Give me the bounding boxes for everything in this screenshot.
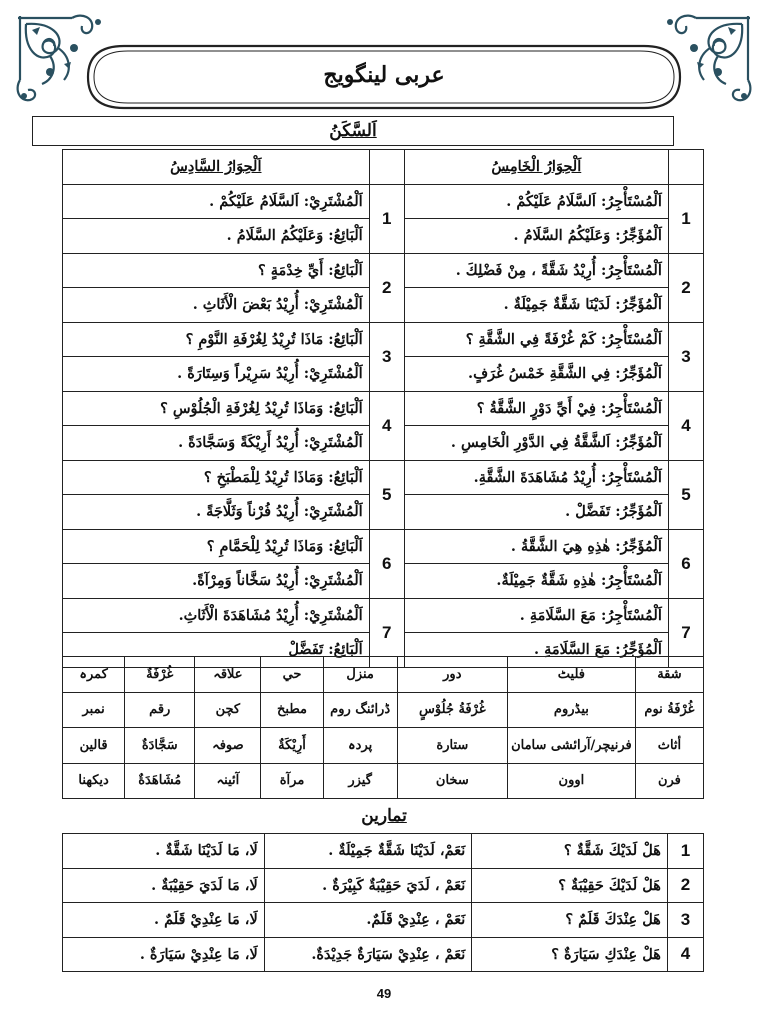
- dialog-row: [63, 460, 704, 495]
- page-number: 49: [376, 986, 392, 1001]
- vocab-cell: علاقہ: [195, 657, 261, 693]
- dialog-line: اَلْمُؤَجِّرُ: وَعَلَيْكُمُ السَّلَامُ .: [404, 219, 668, 254]
- exercise-answer-no: لَا، مَا عِنْدِيْ قَلَمٌ .: [63, 903, 265, 938]
- dialog-line: اَلْمُسْتَأْجِرُ: أُرِيْدُ مُشَاهَدَةَ الشَّقَّةِ.: [404, 460, 668, 495]
- dialog-number: 3: [369, 322, 404, 391]
- vocab-cell: مطبخ: [261, 692, 323, 728]
- exercise-answer-yes: نَعَمْ ، لَدَيَ حَقِيْبَةٌ كَبِيْرَةٌ .: [264, 868, 472, 903]
- vocab-row: [63, 657, 704, 693]
- dialog-row: [63, 253, 704, 288]
- exercise-row: [63, 834, 704, 869]
- title-banner: [84, 42, 684, 112]
- dialog-number: 4: [668, 391, 703, 460]
- dialog-line: اَلْمُؤَجِّرُ: تَفَضَّلْ .: [404, 495, 668, 530]
- dialog-line: اَلْبَائِعُ: وَمَاذَا تُرِيْدُ لِلْمَطْبَخِ ؟: [63, 460, 370, 495]
- dialog-row: [63, 391, 704, 426]
- dialog-line: اَلْمُؤَجِّرُ: لَدَيْنَا شَقَّةٌ جَمِيْلَةٌ .: [404, 288, 668, 323]
- vocab-cell: غُرْفَةُ نوم: [635, 692, 703, 728]
- dialog-line: اَلْبَائِعُ: وَعَلَيْكُمُ السَّلَامُ .: [63, 219, 370, 254]
- dialog-number: 5: [369, 460, 404, 529]
- vocab-cell: غُرْفَةٌ: [125, 657, 195, 693]
- vocab-cell: بیڈروم: [507, 692, 635, 728]
- vocab-cell: آئینہ: [195, 763, 261, 799]
- vocab-cell: منزل: [323, 657, 397, 693]
- dialog-line: اَلْبَائِعُ: تَفَضَّلْ: [63, 633, 370, 668]
- vocab-cell: حي: [261, 657, 323, 693]
- exercise-answer-no: لَا، مَا عِنْدِيْ سَيَارَةٌ .: [63, 937, 265, 972]
- dialog-number: 3: [668, 322, 703, 391]
- vocab-cell: ڈرائنگ روم: [323, 692, 397, 728]
- vocab-cell: فرن: [635, 763, 703, 799]
- exercise-answer-yes: نَعَمْ، لَدَيْنَا شَقَّةٌ جَمِيْلَةٌ .: [264, 834, 472, 869]
- dialog-row: [63, 184, 704, 219]
- vocab-cell: نمبر: [63, 692, 125, 728]
- vocab-cell: غُرْفَةُ جُلُوْسٍ: [397, 692, 507, 728]
- dialog-number: 1: [668, 184, 703, 253]
- vocab-cell: فلیٹ: [507, 657, 635, 693]
- vocab-row: [63, 728, 704, 764]
- vocab-cell: سخان: [397, 763, 507, 799]
- exercise-row: [63, 903, 704, 938]
- exercise-number: 3: [667, 903, 703, 938]
- dialog-number: 6: [369, 529, 404, 598]
- dialog-line: اَلْمُؤَجِّرُ: فِي الشَّقَّةِ خَمْسُ غُرَفٍ.: [404, 357, 668, 392]
- vocab-row: [63, 763, 704, 799]
- vocab-cell: گیزر: [323, 763, 397, 799]
- dialog-row: [63, 598, 704, 633]
- exercise-question: هَلْ لَدَيْكَ شَقَّةٌ ؟: [472, 834, 668, 869]
- dialog-header-num-cell: [369, 150, 404, 185]
- exercise-row: [63, 868, 704, 903]
- exercise-answer-no: لَا، مَا لَدَيَ حَقِيْبَةٌ .: [63, 868, 265, 903]
- dialog-line: اَلْمُشْتَرِيْ: أُرِيْدُ سَخَّاناً وَمِرْآةً.: [63, 564, 370, 599]
- dialog-line: اَلْمُؤَجِّرُ: مَعَ السَّلَامَةِ .: [404, 633, 668, 668]
- vocab-cell: شقة: [635, 657, 703, 693]
- vocab-cell: سَجَّادَةٌ: [125, 728, 195, 764]
- vocab-cell: دیکھنا: [63, 763, 125, 799]
- dialog-header-sixth: اَلْحِوَارُ السَّادِسُ: [63, 150, 370, 185]
- dialog-line: اَلْمُشْتَرِيْ: أُرِيْدُ أَرِيْكَةً وَسَجَّادَةً .: [63, 426, 370, 461]
- dialog-line: اَلْمُسْتَأْجِرُ: أُرِيْدُ شَقَّةً ، مِنْ فَضْلِكَ .: [404, 253, 668, 288]
- vocab-cell: کچن: [195, 692, 261, 728]
- dialog-line: اَلْمُشْتَرِيْ: أُرِيْدُ سَرِيْراً وَسِتَارَةً .: [63, 357, 370, 392]
- exercise-question: هَلْ عِنْدَكَ قَلَمٌ ؟: [472, 903, 668, 938]
- dialog-line: اَلْمُسْتَأْجِرُ: مَعَ السَّلَامَةِ .: [404, 598, 668, 633]
- dialog-line: اَلْبَائِعُ: أَيِّ خِدْمَةٍ ؟: [63, 253, 370, 288]
- exercises-heading: [0, 806, 768, 826]
- vocab-cell: رقم: [125, 692, 195, 728]
- lesson-subtitle-text: اَلسَّكَنُ: [329, 121, 377, 141]
- exercise-answer-yes: نَعَمْ ، عِنْدِيْ قَلَمٌ.: [264, 903, 472, 938]
- dialog-number: 7: [369, 598, 404, 667]
- lesson-subtitle: [32, 116, 674, 146]
- dialog-number: 1: [369, 184, 404, 253]
- vocab-cell: مُشَاهَدَةٌ: [125, 763, 195, 799]
- vocab-cell: پردہ: [323, 728, 397, 764]
- dialog-line: اَلْمُشْتَرِيْ: أُرِيْدُ مُشَاهَدَةَ الْأَثَاثِ.: [63, 598, 370, 633]
- dialog-line: اَلْمُؤَجِّرُ: هٰذِهِ هِيَ الشَّقَّةُ .: [404, 529, 668, 564]
- vocab-cell: مرآة: [261, 763, 323, 799]
- dialog-line: اَلْبَائِعُ: مَاذَا تُرِيْدُ لِغُرْفَةِ النَّوْمِ ؟: [63, 322, 370, 357]
- vocab-cell: أثاث: [635, 728, 703, 764]
- exercise-question: هَلْ عِنْدَكِ سَيَارَةٌ ؟: [472, 937, 668, 972]
- exercise-number: 2: [667, 868, 703, 903]
- dialog-number: 2: [668, 253, 703, 322]
- vocabulary-table: [62, 656, 704, 799]
- exercise-question: هَلْ لَدَيْكَ حَقِيْبَةٌ ؟: [472, 868, 668, 903]
- vocab-cell: ستارة: [397, 728, 507, 764]
- dialog-line: اَلْمُسْتَأْجِرُ: اَلسَّلَامُ عَلَيْكُمْ .: [404, 184, 668, 219]
- dialog-line: اَلْمُسْتَأْجِرُ: كَمْ غُرْفَةً فِي الشَّقَّةِ ؟: [404, 322, 668, 357]
- exercises-heading-text: تمارين: [361, 806, 407, 826]
- vocab-cell: اوون: [507, 763, 635, 799]
- dialog-row: [63, 322, 704, 357]
- exercise-answer-yes: نَعَمْ ، عِنْدِيْ سَيَارَةٌ جَدِيْدَةٌ.: [264, 937, 472, 972]
- dialog-line: اَلْمُشْتَرِيْ: اَلسَّلَامُ عَلَيْكُمْ .: [63, 184, 370, 219]
- exercise-number: 4: [667, 937, 703, 972]
- vocab-cell: کمرہ: [63, 657, 125, 693]
- dialog-table: [62, 149, 704, 668]
- exercise-number: 1: [667, 834, 703, 869]
- vocab-cell: أَرِيْكَةٌ: [261, 728, 323, 764]
- exercises-table: [62, 833, 704, 972]
- dialog-row: [63, 529, 704, 564]
- dialog-number: 5: [668, 460, 703, 529]
- dialog-number: 7: [668, 598, 703, 667]
- dialog-header-num-cell: [668, 150, 703, 185]
- dialog-line: اَلْمُشْتَرِيْ: أُرِيْدُ بَعْضَ الْأَثَاثِ .: [63, 288, 370, 323]
- dialog-line: اَلْبَائِعُ: وَمَاذَا تُرِيْدُ لِغُرْفَةِ الْجُلُوْسِ ؟: [63, 391, 370, 426]
- dialog-line: اَلْمُسْتَأْجِرُ: فِيْ أَيِّ دَوْرٍ الشَّقَّةُ ؟: [404, 391, 668, 426]
- page-title: عربی لینگویج: [323, 62, 445, 88]
- vocab-row: [63, 692, 704, 728]
- dialog-number: 4: [369, 391, 404, 460]
- vocab-cell: دور: [397, 657, 507, 693]
- dialog-header-fifth: اَلْحِوَارُ الْخَامِسُ: [404, 150, 668, 185]
- dialog-line: اَلْمُؤَجِّرُ: اَلشَّقَّةُ فِي الدَّوْرِ الْخَامِسِ .: [404, 426, 668, 461]
- dialog-line: اَلْبَائِعُ: وَمَاذَا تُرِيْدُ لِلْحَمَّامِ ؟: [63, 529, 370, 564]
- dialog-line: اَلْمُسْتَأْجِرُ: هٰذِهِ شَقَّةٌ جَمِيْلَةٌ.: [404, 564, 668, 599]
- vocab-cell: قالین: [63, 728, 125, 764]
- exercise-answer-no: لَا، مَا لَدَيْنَا شَقَّةٌ .: [63, 834, 265, 869]
- dialog-number: 6: [668, 529, 703, 598]
- vocab-cell: فرنیچر/آرائشی سامان: [507, 728, 635, 764]
- dialog-number: 2: [369, 253, 404, 322]
- exercise-row: [63, 937, 704, 972]
- dialog-line: اَلْمُشْتَرِيْ: أُرِيْدُ فُرْناً وَثَلَّاجَةً .: [63, 495, 370, 530]
- vocab-cell: صوفہ: [195, 728, 261, 764]
